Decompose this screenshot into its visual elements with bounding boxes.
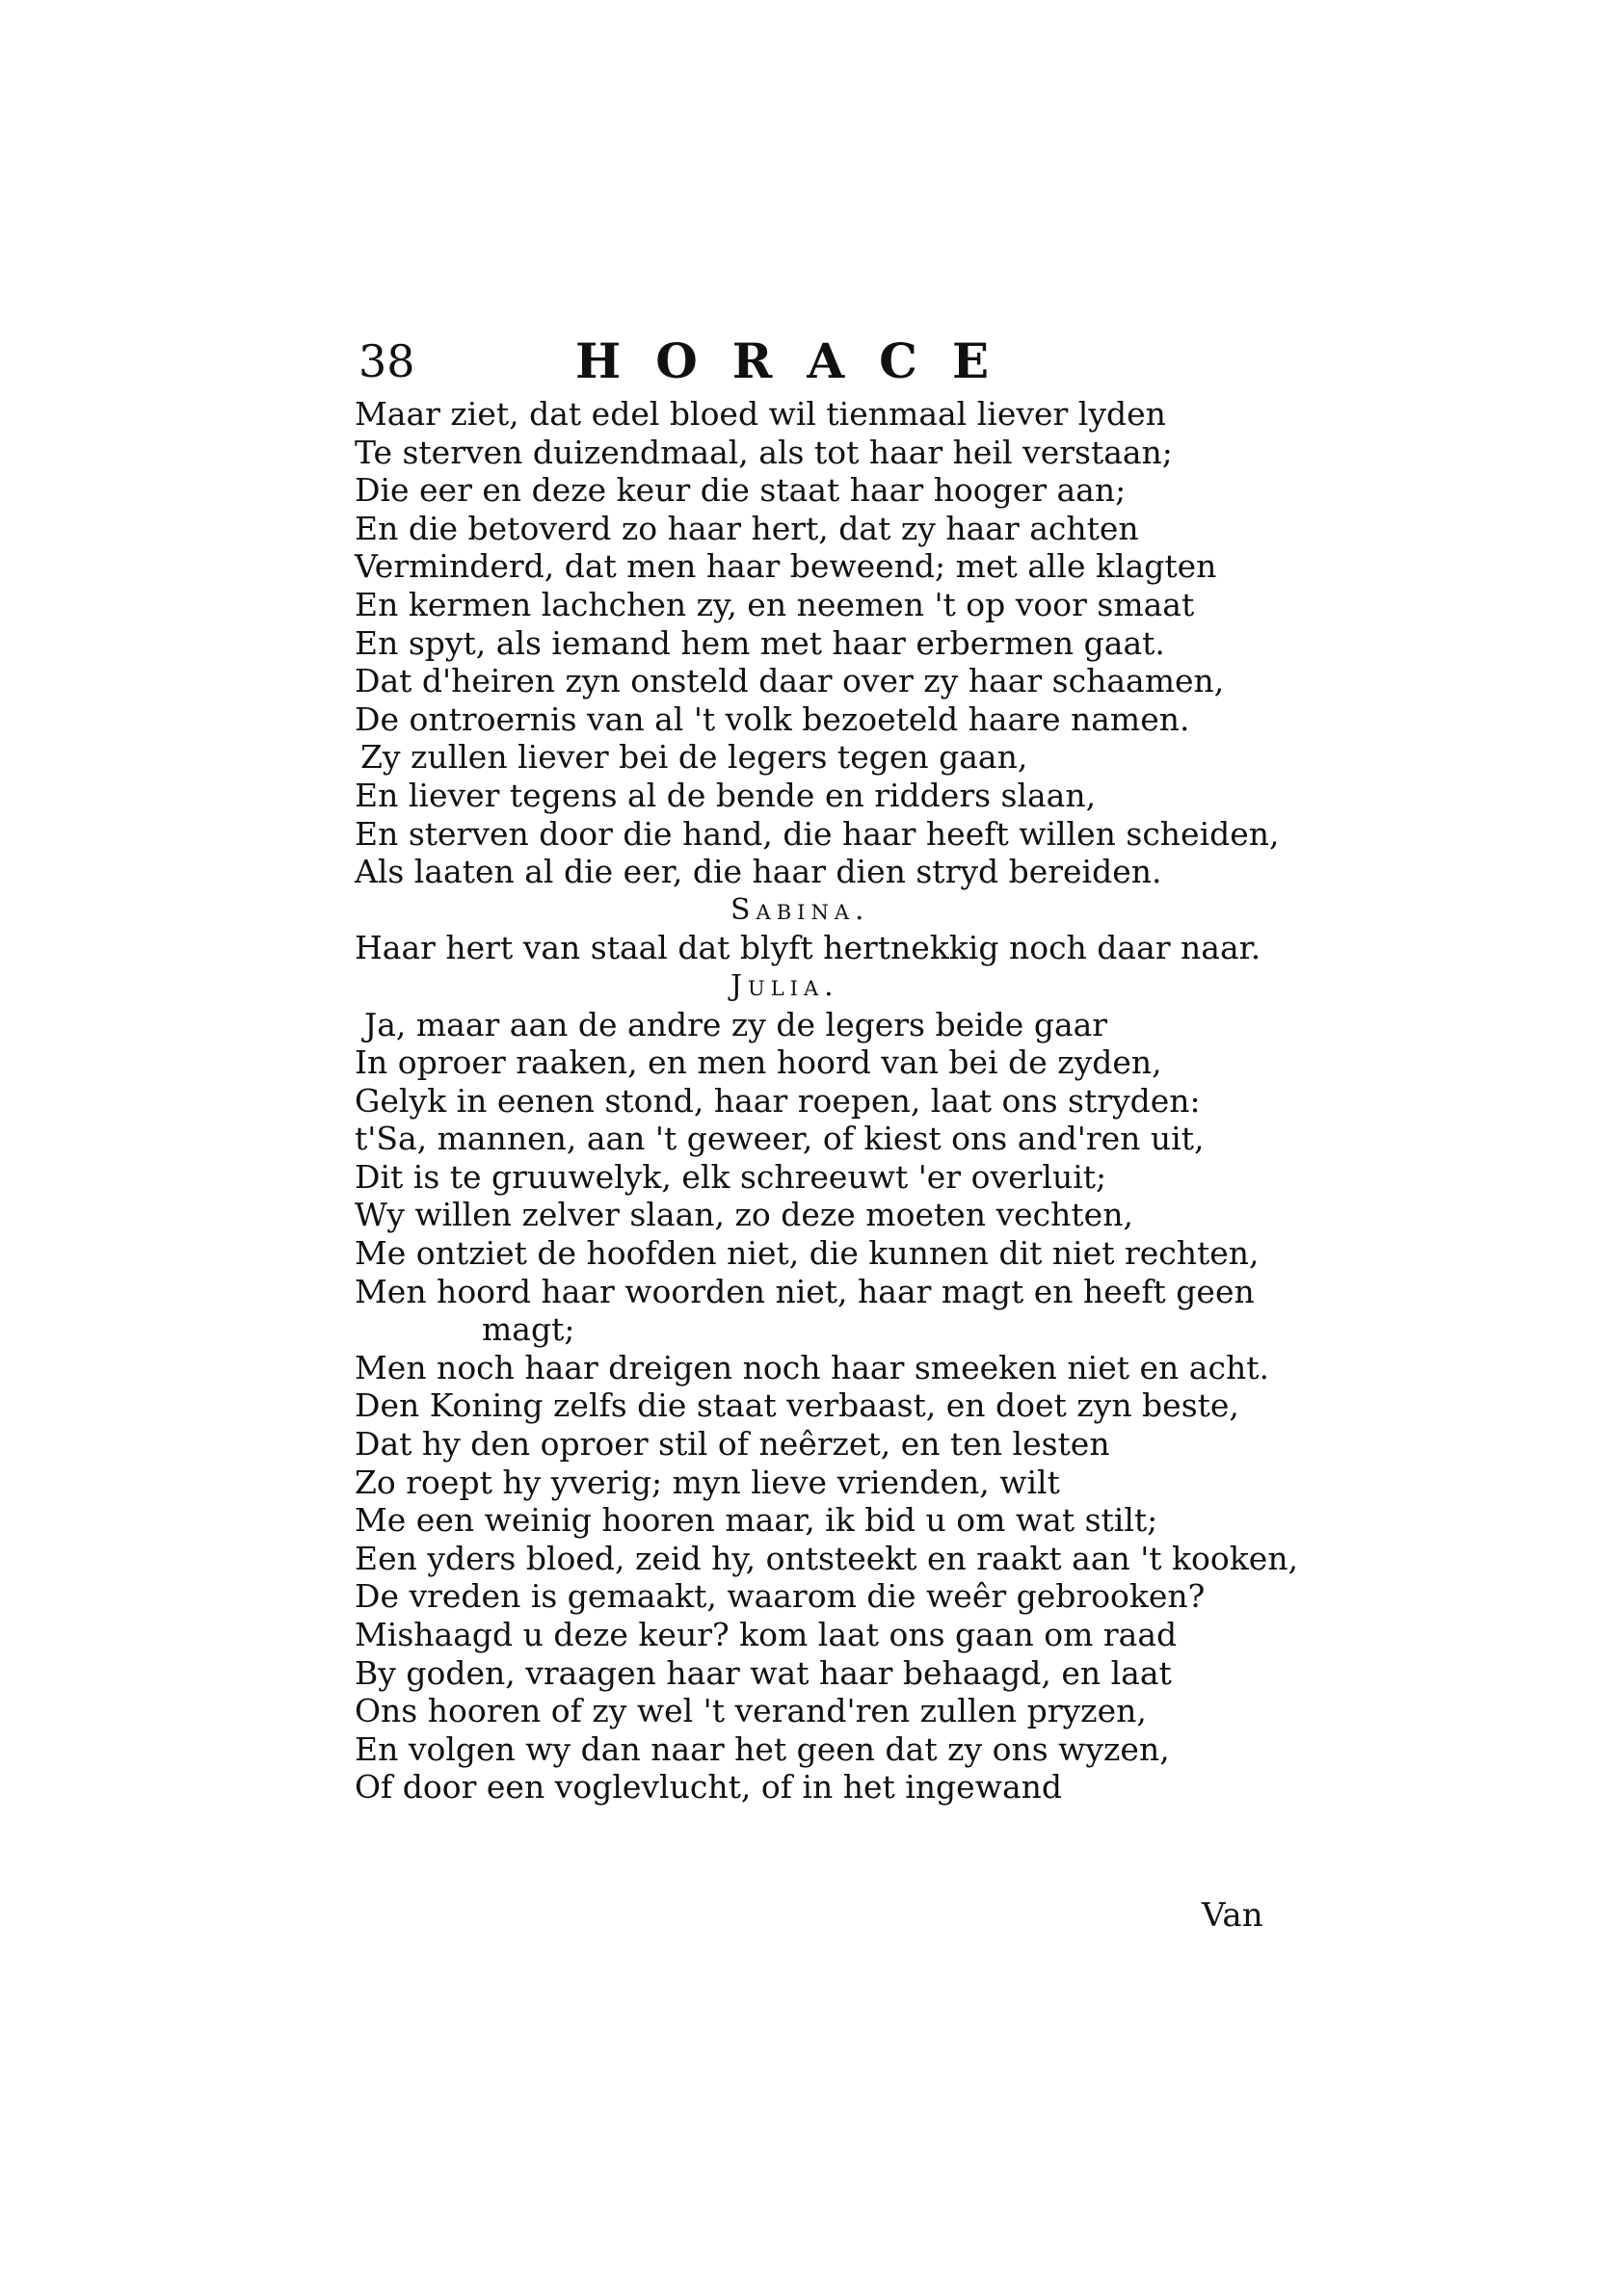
verse-line: Verminderd, dat men haar beweend; met alle klagten [355,547,1217,586]
verse-line: En volgen wy dan naar het geen dat zy ons wyzen, [355,1729,1170,1768]
verse-line: By goden, vraagen haar wat haar behaagd, en laat [355,1653,1172,1692]
verse-line: Me een weinig hooren maar, ik bid u om wat stilt; [355,1501,1158,1540]
verse-line: Te sterven duizendmaal, als tot haar heil verstaan; [355,433,1173,471]
page-header [358,332,1149,390]
verse-line: Of door een voglevlucht, of in het ingewand [355,1768,1062,1807]
verse-line: En die betoverd zo haar hert, dat zy haar achten [355,509,1139,547]
verse-line: Wy willen zelver slaan, zo deze moeten vechten, [355,1196,1133,1234]
verse-line: Een yders bloed, zeid hy, ontsteekt en raakt aan 't kooken, [355,1539,1299,1577]
verse-line: En spyt, als iemand hem met haar erbermen gaat. [355,623,1165,662]
verse-line: Als laaten al die eer, die haar dien stryd bereiden. [355,853,1162,891]
verse-line: Ons hooren of zy wel 't verand'ren zullen pryzen, [355,1692,1147,1730]
verse-line: Haar hert van staal dat blyft hertnekkig noch daar naar. [355,929,1261,967]
catchword: Van [1202,1896,1263,1935]
page-number: 38 [358,335,415,387]
verse-line: Die eer en deze keur die staat haar hooger aan; [355,471,1127,510]
verse-line: Maar ziet, dat edel bloed wil tienmaal liever lyden [355,395,1166,433]
verse-line: Zo roept hy yverig; myn lieve vrienden, wilt [355,1463,1060,1501]
verse-line: t'Sa, mannen, aan 't geweer, of kiest ons and'ren uit, [355,1120,1205,1158]
verse-line: Dat d'heiren zyn onsteld daar over zy haar schaamen, [355,662,1225,700]
verse-line: Mishaagd u deze keur? kom laat ons gaan om raad [355,1616,1178,1653]
verse-line: Zy zullen liever bei de legers tegen gaan, [360,738,1028,777]
verse-line: En liever tegens al de bende en ridders slaan, [355,776,1097,814]
verse-line: En sterven door die hand, die haar heeft willen scheiden, [355,814,1280,853]
verse-line: In oproer raaken, en men hoord van bei de zyden, [355,1043,1162,1082]
verse-line: Den Koning zelfs die staat verbaast, en doet zyn beste, [355,1386,1239,1425]
verse-line: Dat hy den oproer stil of neêrzet, en ten lesten [355,1425,1110,1464]
verse-line: En kermen lachchen zy, en neemen 't op voor smaat [355,585,1195,623]
verse-line: Gelyk in eenen stond, haar roepen, laat ons stryden: [355,1081,1201,1120]
verse-line: De ontroernis van al 't volk bezoeteld haare namen. [355,699,1190,738]
verse-line-continuation: magt; [482,1310,575,1349]
verse-line: De vreden is gemaakt, waarom die weêr gebrooken? [355,1577,1206,1616]
running-title: HORACE [575,332,1024,389]
verse-line: Me ontziet de hoofden niet, die kunnen dit niet rechten, [355,1234,1260,1273]
verse-line: Dit is te gruuwelyk, elk schreeuwt 'er overluit; [355,1157,1107,1196]
verse-line: Men noch haar dreigen noch haar smeeken niet en acht. [355,1348,1269,1386]
verse-text [355,395,1299,1807]
speaker-name-sabina: Sabina. [730,892,870,927]
speaker-name-julia: Julia. [730,968,839,1003]
verse-line: Men hoord haar woorden niet, haar magt en heeft geen [355,1272,1255,1310]
verse-line: Ja, maar aan de andre zy de legers beide gaar [364,1005,1108,1043]
